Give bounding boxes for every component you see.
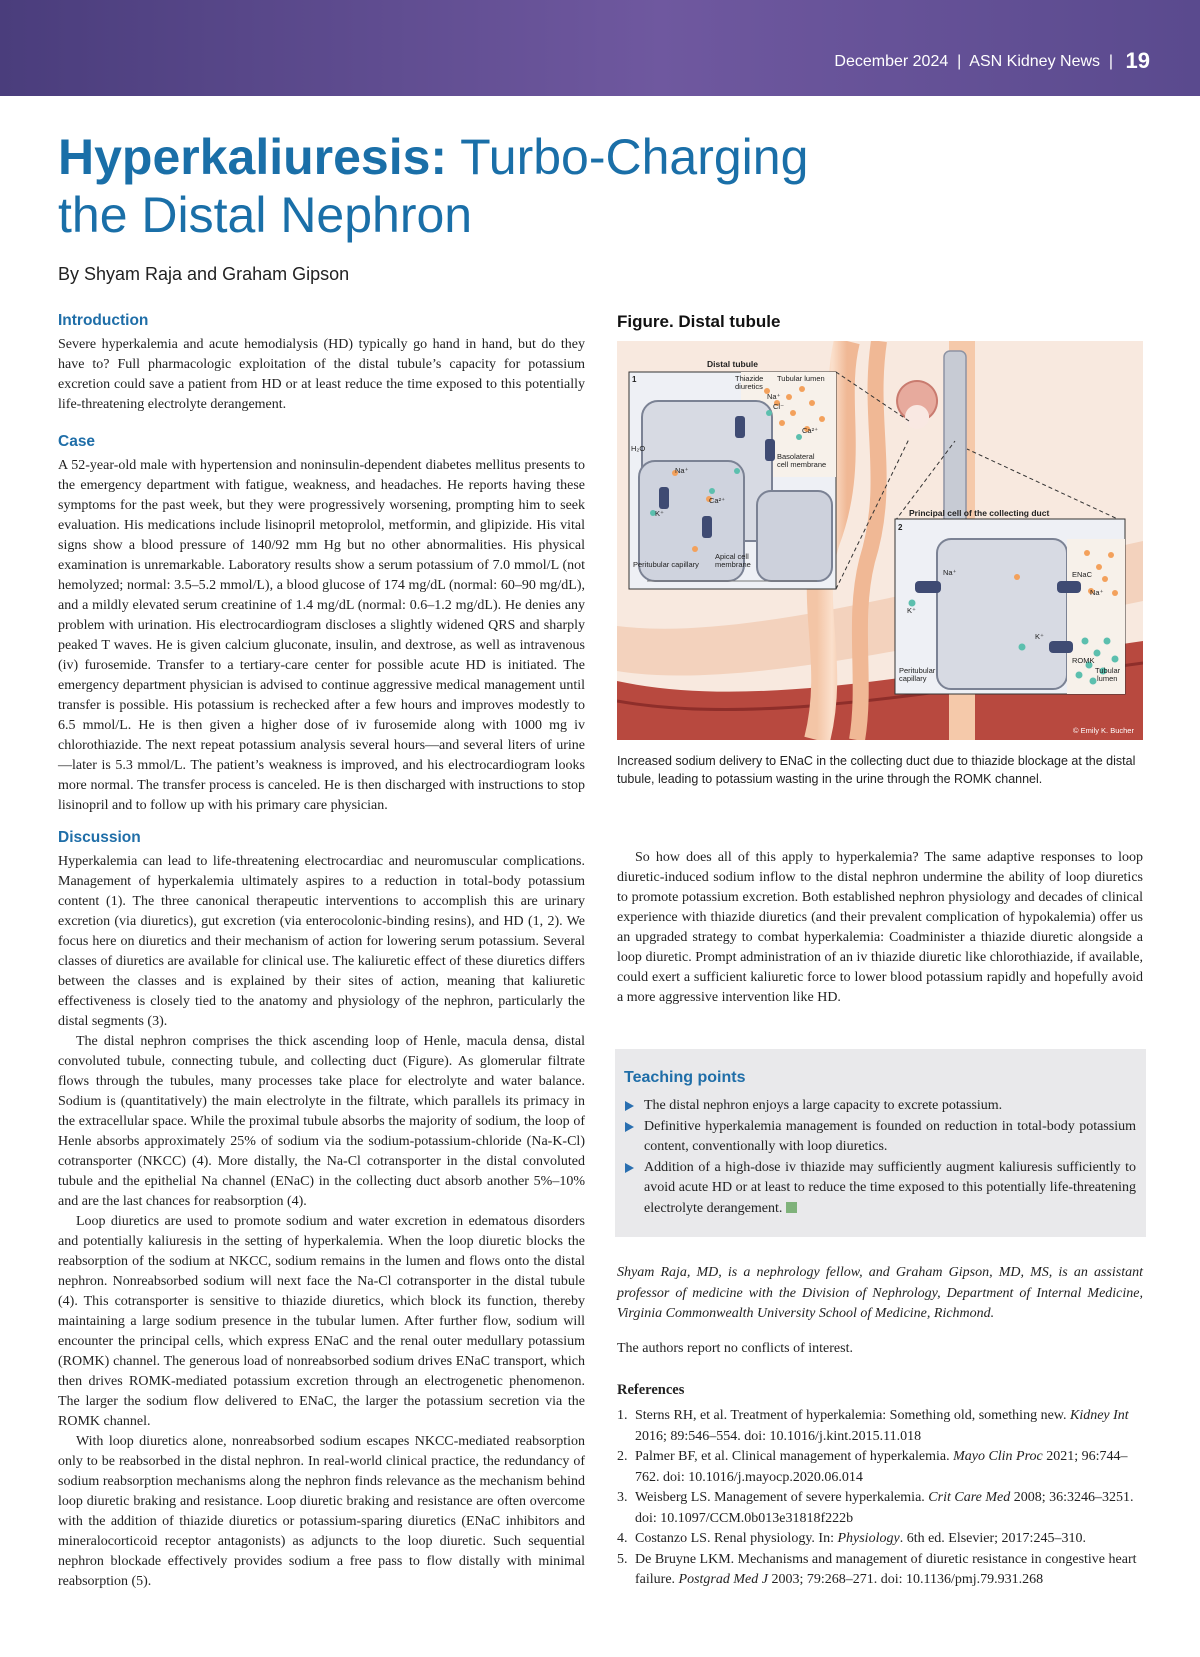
label-basolateral-2: cell membrane	[777, 460, 827, 469]
figure-illustration	[617, 341, 1143, 740]
label-diuretics: diuretics	[735, 382, 763, 391]
label-cl: Cl⁻	[773, 402, 785, 411]
case-heading: Case	[58, 433, 96, 450]
teaching-point: Definitive hyperkalemia management is founded on reduction in total-body potassium content, conventionally with loop diuretics.	[624, 1117, 1136, 1158]
reference-item: 2. Palmer BF, et al. Clinical management of hyperkalemia. Mayo Clin Proc 2021; 96:744–762. doi: 10.1016/j.mayocp.2020.06.014	[617, 1449, 1128, 1485]
label-apical-1: Apical cell	[715, 552, 749, 561]
label-romk: ROMK	[1072, 656, 1095, 665]
teaching-point: Addition of a high-dose iv thiazide may sufficiently augment kaliuresis sufficiently to avoid acute HD or at least to reduce the time exposed to this potentially life-threatening electrolyte derangement.	[624, 1158, 1136, 1220]
teaching-points-list	[624, 1096, 1136, 1219]
case-section	[58, 432, 585, 816]
reference-journal: Kidney Int	[1069, 1408, 1129, 1423]
intro-heading: Introduction	[58, 312, 149, 329]
figure-credit: © Emily K. Bucher	[1073, 726, 1134, 735]
bullet-triangle-icon	[625, 1163, 634, 1173]
figure-title: Figure. Distal tubule	[617, 312, 781, 331]
label-ca-1: Ca²⁺	[802, 426, 819, 435]
label-basolateral-1: Basolateral	[777, 452, 815, 461]
label-panel-1: 1	[632, 375, 637, 384]
discussion-section	[58, 828, 585, 1592]
nephron-tube-2	[857, 341, 879, 740]
label-na-3: Na⁺	[943, 568, 957, 577]
page-number: 19	[1125, 48, 1150, 73]
reference-journal: Postgrad Med J	[678, 1572, 768, 1587]
label-k-2: K⁺	[907, 606, 916, 615]
discussion-heading: Discussion	[58, 829, 141, 846]
label-h2o: H₂O	[631, 444, 646, 453]
label-na-1: Na⁺	[767, 392, 781, 401]
label-k-1: K⁺	[655, 509, 664, 518]
label-lumen: lumen	[1097, 674, 1118, 683]
discussion-paragraph-2: The distal nephron comprises the thick ascending loop of Henle, macula densa, distal convoluted tubule, connecting tubule, and collecting duct (Figure). As glomerular filtrate flows through the tubules, many processes take place for electrolyte and water balance. Sodium is (quantitatively) the main electrolyte in the filtrate, which parallels its primacy in the extracellular space. While the proximal tubule absorbs the majority of sodium, the loop of Henle absorbs approximately 25% of sodium via the sodium-potassium-chloride (Na-K-Cl) cotransporter (NKCC) (4). More distally, the Na-Cl cotransporter in the distal convoluted tubule and the epithelial Na channel (ENaC) in the collecting duct absorb another 5%–10% and are the last chances for reabsorption (4).	[58, 1034, 585, 1209]
reference-item: 1. Sterns RH, et al. Treatment of hyperkalemia: Something old, something new. Kidney Int 2016; 89:546–554. doi: 10.1016/j.kint.2015.11.018	[617, 1408, 1129, 1444]
discussion-paragraph-5: So how does all of this apply to hyperkalemia? The same adaptive responses to loop diuretic-induced sodium inflow to the distal nephron undermine the ability of loop diuretics to promote potassium excretion. Both established nephron physiology and decades of clinical experience with thiazide diuretics (and their prevalent complication of hypokalemia) offer us an upgraded strategy to combat hyperkalemia: Coadminister a thiazide diuretic alongside a loop diuretic. Prompt administration of an iv thiazide diuretic like chlorothiazide, if available, could exert a sufficient kaliuretic force to lower blood potassium rapidly and hopefully avoid a more aggressive intervention like HD.	[617, 850, 1143, 1005]
discussion-paragraph-3: Loop diuretics are used to promote sodium and water excretion in edematous disorders and potentially kaliuresis in the setting of hyperkalemia. When the loop diuretic blocks the reabsorption of the sodium at NKCC, sodium remains in the lumen and flows onto the distal nephron. Nonreabsorbed sodium will next face the Na-Cl cotransporter in the distal tubule (4). This cotransporter is sensitive to thiazide diuretics, which block its function, thereby maintaining a large sodium presence in the tubular lumen. After further flow, sodium will encounter the principal cells, which express ENaC and the renal outer medullary potassium (ROMK) channel. The generous load of nonreabsorbed sodium drives ENaC transport, which then drives ROMK-mediated potassium excretion through an electrogenetic phenomenon. The larger the sodium flow delivered to ENaC, the larger the potassium secretion via the ROMK channel.	[58, 1214, 585, 1429]
label-capillary: capillary	[899, 674, 927, 683]
intro-section	[58, 311, 585, 415]
teaching-points-box	[615, 1049, 1146, 1237]
issue-date: December 2024	[834, 53, 949, 70]
article-title	[58, 128, 958, 244]
discussion-paragraph-4: With loop diuretics alone, nonreabsorbed sodium escapes NKCC-mediated reabsorption only to be reabsorbed in the distal nephron. In real-world clinical practice, the redundancy of sodium reabsorption mechanisms along the nephron finds relevance as the mechanism behind loop diuretic braking and resistance. Loop diuretic braking and resistance are often overcome with the addition of thiazide diuretics or potassium-sparing diuretics (ENaC inhibitors and mineralocorticoid receptor antagonists) as adjuncts to the loop diuretic. Such sequential nephron blockade effectively provides sodium a free pass to flow distally with minimal reabsorption (5).	[58, 1434, 585, 1589]
label-enac: ENaC	[1072, 570, 1093, 579]
label-apical-2: membrane	[715, 560, 751, 569]
label-distal-tubule: Distal tubule	[707, 359, 759, 369]
publication-name: ASN Kidney News	[969, 53, 1101, 70]
reference-item: 5. De Bruyne LKM. Mechanisms and management of diuretic resistance in congestive heart failure. Postgrad Med J 2003; 79:268–271. doi: 10.1136/pmj.79.931.268	[617, 1551, 1137, 1587]
label-na-2: Na⁺	[675, 466, 689, 475]
end-mark-icon	[786, 1202, 797, 1213]
teaching-point: The distal nephron enjoys a large capacity to excrete potassium.	[624, 1096, 1136, 1117]
panel-principal-cell	[895, 508, 1125, 694]
panel-distal-tubule	[629, 359, 836, 589]
author-bio: Shyam Raja, MD, is a nephrology fellow, and Graham Gipson, MD, MS, is an assistant professor of medicine with the Division of Nephrology, Department of Internal Medicine, Virginia Commonwealth University School of Medicine, Richmond.	[617, 1265, 1143, 1321]
tubule-cross-section	[897, 381, 937, 429]
conflict-of-interest: The authors report no conflicts of interest.	[617, 1341, 853, 1356]
figure-caption: Increased sodium delivery to ENaC in the collecting duct due to thiazide blockage at the distal tubule, leading to potassium wasting in the urine through the ROMK channel.	[617, 754, 1136, 786]
case-paragraph: A 52-year-old male with hypertension and noninsulin-dependent diabetes mellitus presents to the emergency department with fatigue, weakness, and headaches. He reports having these symptoms for the past week, but they were progressively worsening, prompting him to seek evaluation. His medications include lisinopril metoprolol, metformin, and glipizide. His vital signs show a blood pressure of 140/92 mm Hg but no other abnormalities. His physical examination is unremarkable. Laboratory results show a serum potassium of 7.0 mmol/L (not hemolyzed; normal: 3.5–5.2 mmol/L), a blood glucose of 174 mg/dL (normal: 60–90 mg/dL), and a mildly elevated serum creatinine of 1.4 mg/dL (normal: 0.6–1.2 mg/dL). He denies any problem with urination. His electrocardiogram discloses a slightly widened QRS and sharply peaked T waves. He is given calcium gluconate, insulin, and dextrose, as well as intravenous (iv) furosemide. Transfer to a tertiary-care center for possible acute HD is initiated. The emergency department physician is advised to continue aggressive medical management until transfer is possible. His potassium is rechecked after a few hours and improves modestly to 6.5 mmol/L. He is then given a higher dose of iv furosemide along with 1000 mg iv chlorothiazide. The next repeat potassium analysis several hours—and several liters of urine—later is 5.3 mmol/L. The patient’s weakness is improved, and his electrocardiogram looks more normal. The transfer process is canceled. He is then discharged with instructions to stop lisinopril and to follow up with his primary care physician.	[58, 458, 585, 813]
reference-journal: Crit Care Med	[928, 1490, 1011, 1505]
teaching-points-heading: Teaching points	[624, 1069, 746, 1086]
title-line-2: the Distal Nephron	[58, 187, 473, 243]
reference-item: 3. Weisberg LS. Management of severe hyperkalemia. Crit Care Med 2008; 36:3246–3251. doi: 10.1097/CCM.0b013e31818f222b	[617, 1490, 1134, 1526]
title-rest: Turbo-Charging	[447, 129, 809, 185]
header-separator-2: |	[1108, 53, 1114, 70]
title-bold: Hyperkaliuresis:	[58, 129, 448, 185]
label-tubular-lumen: Tubular lumen	[777, 374, 825, 383]
running-header	[834, 48, 1150, 74]
page-header-band	[0, 0, 1200, 96]
reference-journal: Physiology	[837, 1531, 900, 1546]
label-thiazide: Thiazide	[735, 374, 764, 383]
bullet-triangle-icon	[625, 1122, 634, 1132]
reference-item: 4. Costanzo LS. Renal physiology. In: Physiology. 6th ed. Elsevier; 2017:245–310.	[617, 1531, 1086, 1546]
bullet-triangle-icon	[625, 1101, 634, 1111]
byline: By Shyam Raja and Graham Gipson	[58, 264, 350, 284]
label-na-4: Na⁺	[1090, 588, 1104, 597]
label-panel-2: 2	[898, 523, 903, 532]
label-principal-cell: Principal cell of the collecting duct	[909, 508, 1050, 518]
label-peritubular-capillary: Peritubular capillary	[633, 560, 699, 569]
discussion-continued	[617, 848, 1143, 1008]
label-k-3: K⁺	[1035, 632, 1044, 641]
label-tubular: Tubular	[1095, 666, 1121, 675]
discussion-paragraph-1: Hyperkalemia can lead to life-threatening electrocardiac and neuromuscular complications. Management of hyperkalemia ultimately aspires to a reduction in total-body potassium content (1). The three canonical therapeutic interventions to accomplish this are urinary excretion (via diuretics), gut excretion (via enterocolonic-binding resins), and HD (1, 2). We focus here on diuretics and their mechanism of action for lowering serum potassium. Several classes of diuretics are available for clinical use. The kaliuretic effect of these diuretics differs between the classes and is explained by their sites of action, meaning that kaliuretic effectiveness is closely tied to the anatomy and physiology of the nephron, particularly the distal segments (3).	[58, 854, 585, 1029]
references-heading: References	[617, 1382, 685, 1398]
header-separator: |	[957, 53, 962, 70]
reference-journal: Mayo Clin Proc	[953, 1449, 1043, 1464]
label-peritubular: Peritubular	[899, 666, 936, 675]
label-ca-2: Ca²⁺	[709, 496, 726, 505]
intro-paragraph: Severe hyperkalemia and acute hemodialysis (HD) typically go hand in hand, but do they have to? Full pharmacologic exploitation of the distal tubule’s capacity for potassium excretion could save a patient from HD or at least reduce the time exposed to this potentially life-threatening electrolyte derangement.	[58, 337, 585, 412]
references-list	[617, 1406, 1143, 1591]
distal-tubule-diagram	[617, 341, 1143, 740]
